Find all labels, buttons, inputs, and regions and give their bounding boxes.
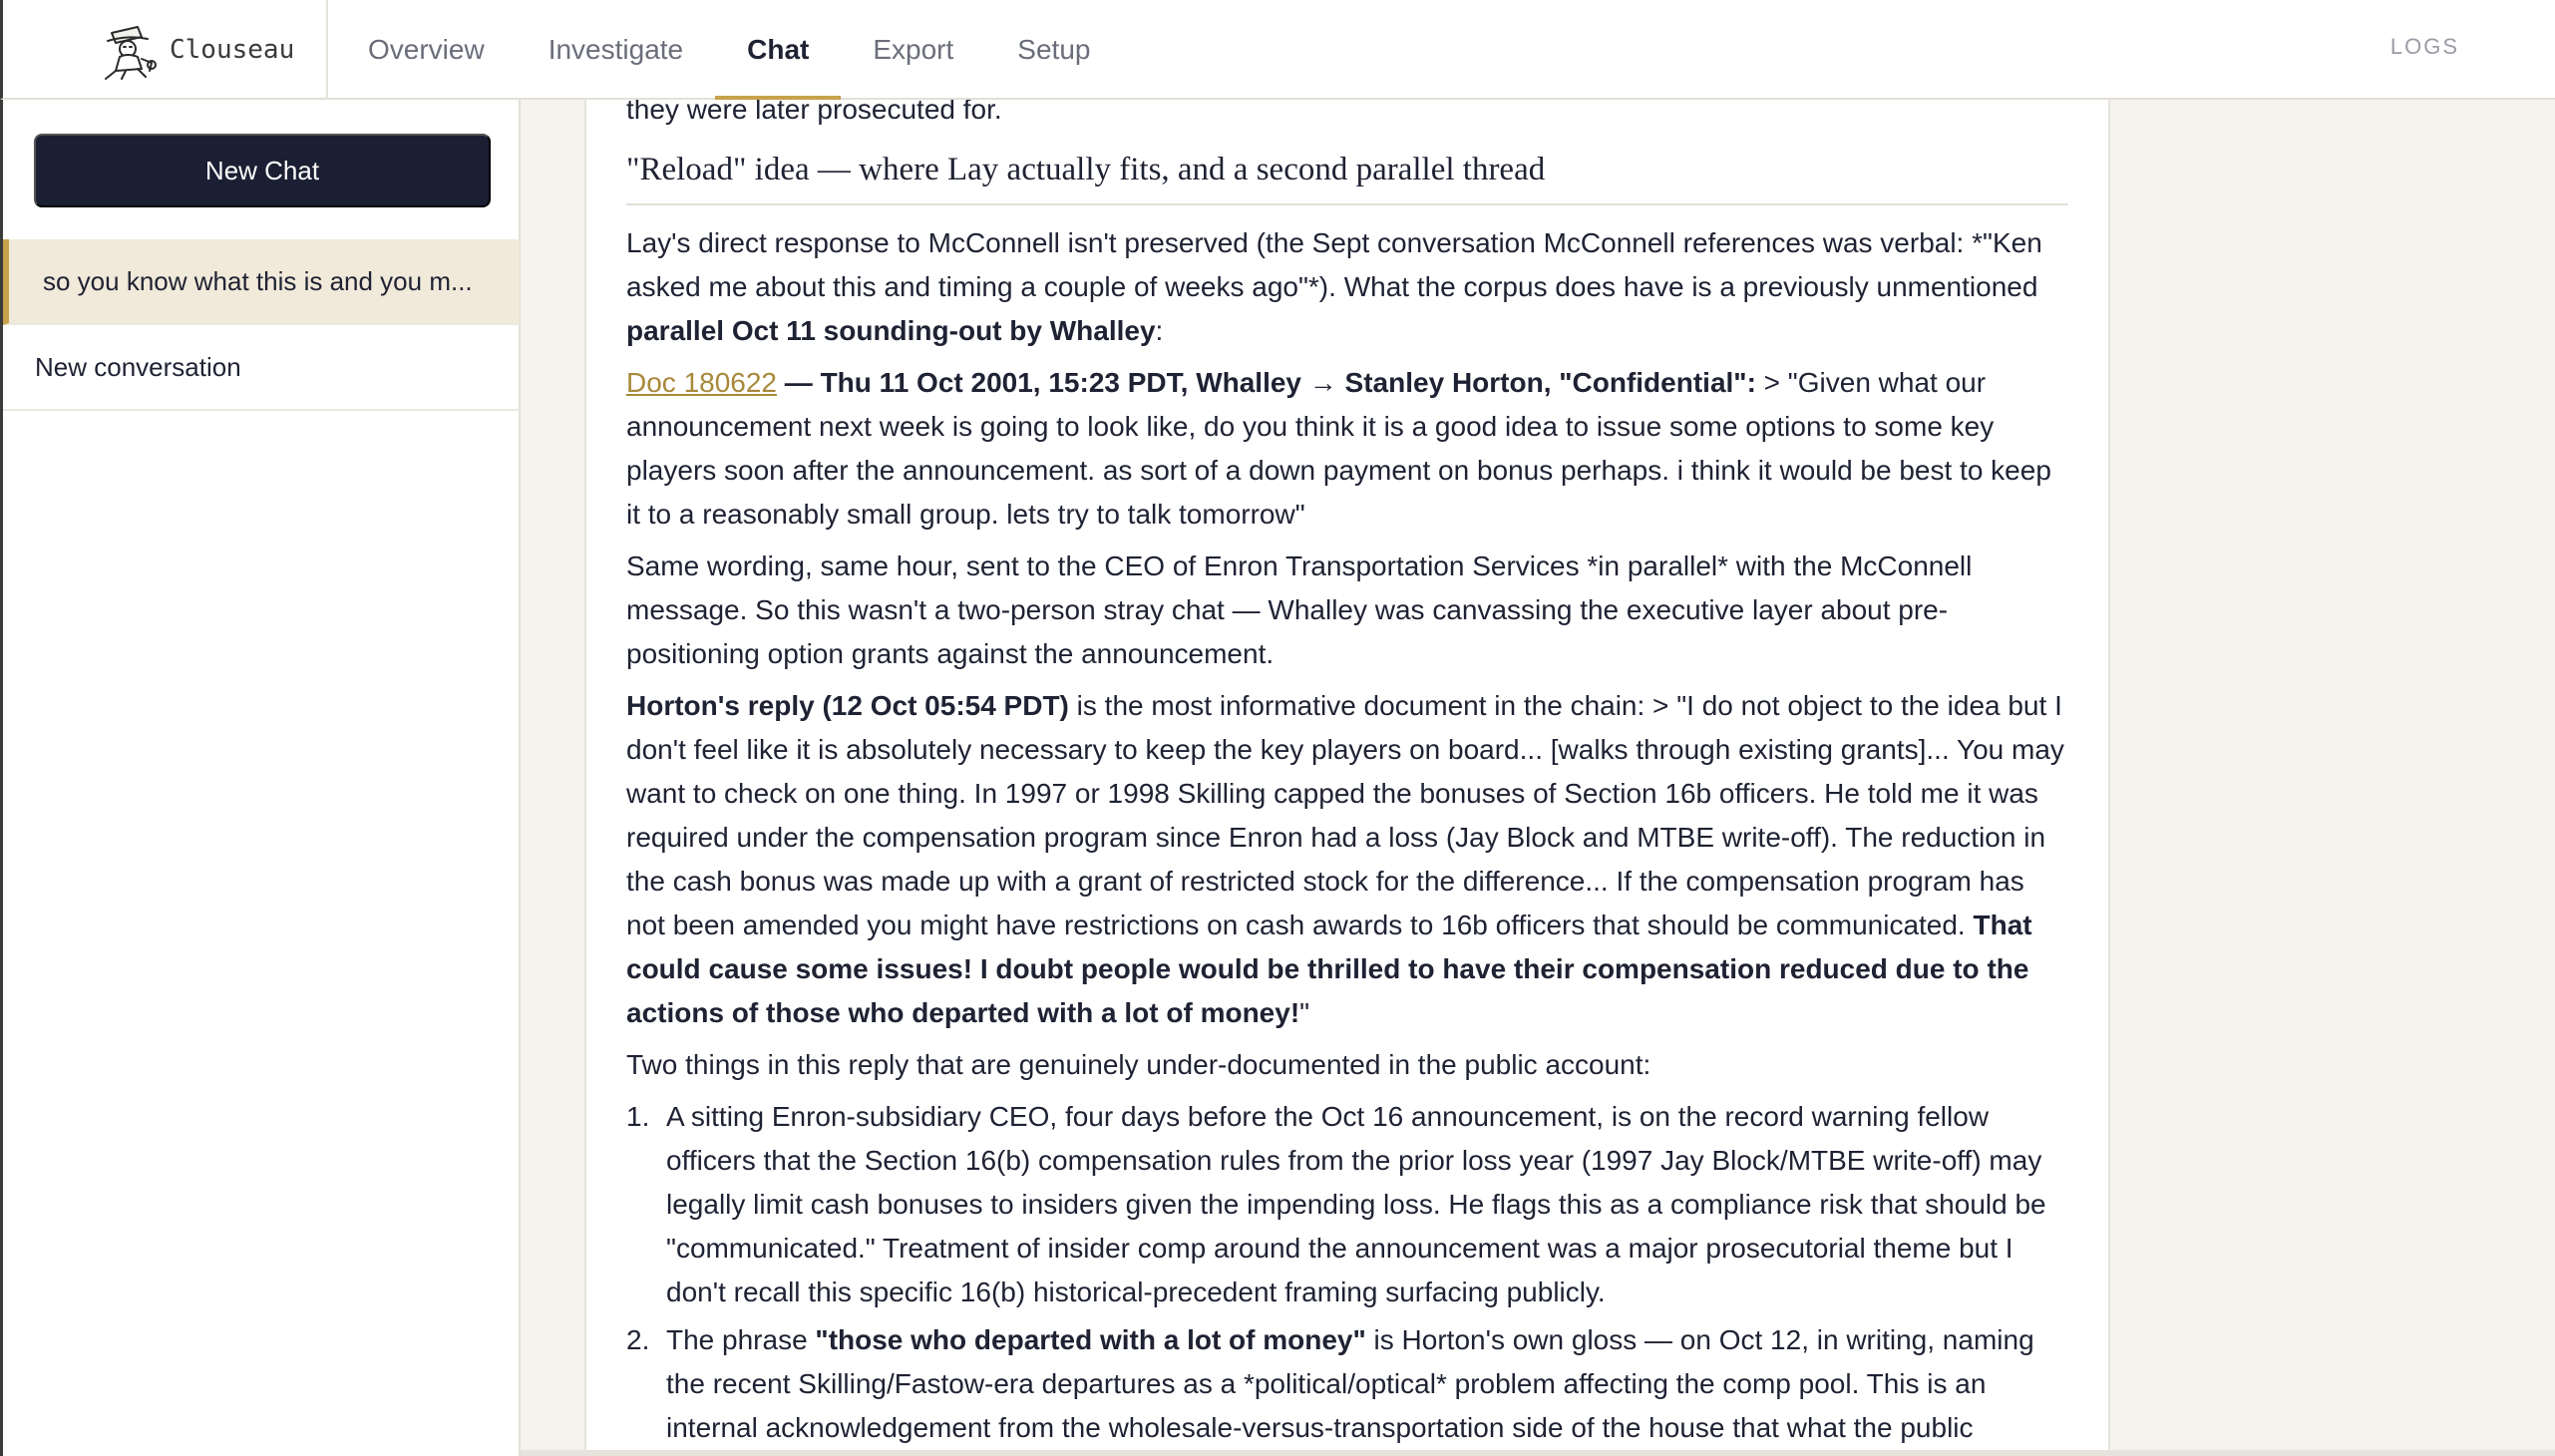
new-chat-button[interactable]: New Chat [34,134,491,207]
conversation-item-active[interactable] [3,239,520,325]
conversation-label: so you know what this is and you m... [43,265,473,296]
horizontal-scrollbar[interactable] [521,1450,2555,1456]
numbered-list [626,1095,2068,1450]
p4-quote: is the most informative document in the chain: > "I do not object to the idea but I don't feel like it is absolutely necessary to keep the key players on board... [walks through existing grants]... You may want to check on one thing. In 1997 or 1998 Skilling capped the bonuses of Section 16b officers. He told me it was required under the compensation program since Enron had a loss (Jay Block and MTBE write-off). The reduction in the cash bonus was made up with a grant of restricted stock for the difference... If the compensation program has not been amended you might have restrictions on cash awards to 16b officers that should be communicated. [626,690,2064,940]
paragraph-3: Same wording, same hour, sent to the CEO of Enron Transportation Services *in parallel* with the McConnell message. So this wasn't a two-person stray chat — Whalley was canvassing the executive layer about pre-positioning option grants against the announcement. [626,550,1973,669]
brand-divider [326,0,328,100]
p4-bold-quote: That could cause some issues! I doubt people would be thrilled to have their compensation reduced due to the actions of those who departed with a lot of money! [626,910,2032,1028]
p1-bold: parallel Oct 11 sounding-out by Whalley [626,315,1156,346]
p2-bold: — Thu 11 Oct 2001, 15:23 PDT, Whalley → Stanley Horton, "Confidential": [777,367,1756,398]
logs-link[interactable]: LOGS [2389,34,2459,59]
p4-bold: Horton's reply (12 Oct 05:54 PDT) [626,690,1069,721]
p1-end: : [1155,315,1164,346]
conversation-label: New conversation [35,351,241,382]
chat-main[interactable] [521,100,2555,1456]
tab-chat[interactable]: Chat [715,0,841,100]
p2-quote: > "Given what our announcement next week is going to look like, do you think it is a good idea to issue some options to some key players soon after the announcement. as sort of a down payment on bonus perhaps. i think it would be best to keep it to a reasonably small group. lets try to talk tomorrow" [626,367,2051,530]
paragraph-5: Two things in this reply that are genuinely under-documented in the public account: [626,1049,1651,1080]
tab-overview[interactable]: Overview [368,34,485,65]
main-nav [368,0,1122,100]
chat-sidebar [0,100,521,1456]
list-text: A sitting Enron-subsidiary CEO, four days before the Oct 16 announcement, is on the record warning fellow officers that the Section 16(b) compensation rules from the prior loss year (1997 Jay Block/MTBE write-off) may legally limit cash bonuses to insiders given the impending loss. He flags this as a compliance risk that should be "communicated." Treatment of insider comp around the announcement was a major prosecutorial theme but I don't recall this specific 16(b) historical-precedent framing surfacing publicly. [666,1101,2046,1307]
app-name: Clouseau [170,35,295,65]
message-text-top: they were later prosecuted for. [626,100,1002,125]
tab-setup[interactable]: Setup [1017,34,1091,65]
assistant-message [584,100,2110,1456]
list-item [626,1095,2068,1314]
tab-export[interactable]: Export [873,34,954,65]
conversation-item[interactable] [3,325,520,411]
paragraph-2 [626,361,2068,537]
doc-link[interactable]: Doc 180622 [626,367,778,398]
paragraph-1 [626,221,2068,353]
p4-end: " [1299,997,1310,1028]
top-navigation-bar [0,0,2555,100]
list-number: 2. [626,1324,650,1355]
list-text: is Horton's own gloss — on Oct 12, in writing, naming the recent Skilling/Fastow-era departures as a *political/optical* problem affecting the comp pool. This is an internal acknowledgement from the wholesale-versus-transportation side of the house that what the public [666,1324,2034,1443]
brand[interactable] [98,14,294,86]
section-heading: "Reload" idea — where Lay actually fits, and a second parallel thread [626,148,2068,205]
list-bold: "those who departed with a lot of money" [815,1324,1366,1355]
list-pre: The phrase [666,1324,816,1355]
detective-logo-icon [98,19,158,81]
p1-text: Lay's direct response to McConnell isn't preserved (the Sept conversation McConnell references was verbal: *"Ken asked me about this and timing a couple of weeks ago"*). What the corpus does have is a previously unmentioned [626,227,2042,302]
list-number: 1. [626,1101,650,1132]
list-item [626,1318,2068,1450]
tab-investigate[interactable]: Investigate [548,34,684,65]
paragraph-4 [626,684,2068,1035]
